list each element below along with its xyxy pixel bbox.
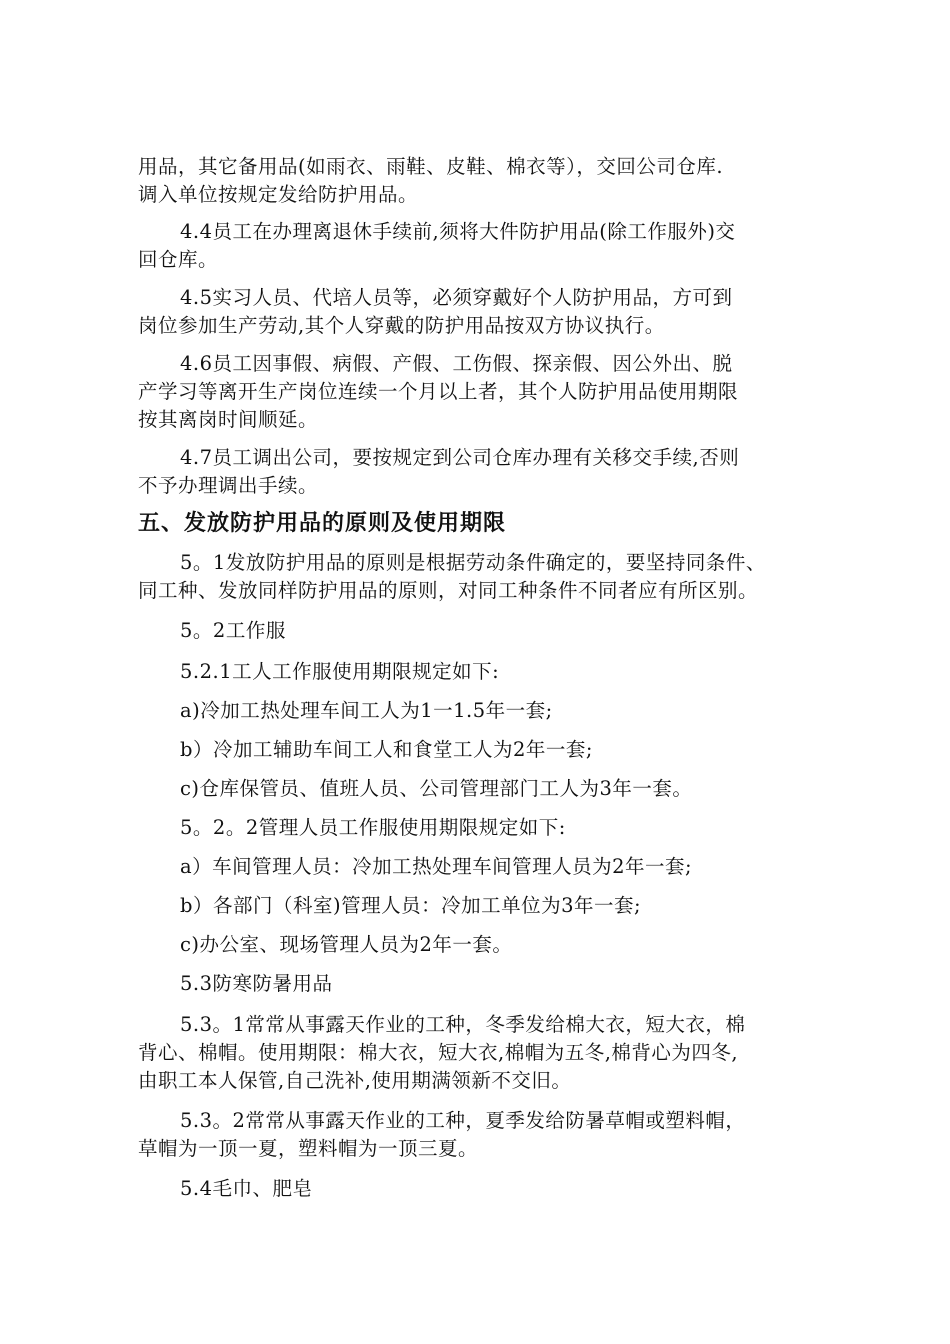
list-item: b）各部门（科室)管理人员：冷加工单位为3年一套; xyxy=(180,894,642,917)
text-line: 不予办理调出手续。 xyxy=(138,474,319,497)
paragraph-4-7-line: 4.7员工调出公司，要按规定到公司仓库办理有关移交手续,否则 xyxy=(180,446,740,469)
list-item: a)冷加工热处理车间工人为1一1.5年一套; xyxy=(180,699,553,722)
subheading-5-4: 5.4毛巾、肥皂 xyxy=(180,1177,313,1200)
subheading-5-2: 5。2工作服 xyxy=(180,619,286,642)
text-line: 调入单位按规定发给防护用品。 xyxy=(138,183,419,206)
text-line: 回仓库。 xyxy=(138,248,219,271)
list-item: a）车间管理人员：冷加工热处理车间管理人员为2年一套; xyxy=(180,855,693,878)
text-line: 岗位参加生产劳动,其个人穿戴的防护用品按双方协议执行。 xyxy=(138,314,665,337)
paragraph-5-3-2-line: 5.3。2常常从事露天作业的工种，夏季发给防暑草帽或塑料帽， xyxy=(180,1109,746,1132)
list-item: c)仓库保管员、值班人员、公司管理部门工人为3年一套。 xyxy=(180,777,693,800)
subheading-5-3: 5.3防寒防暑用品 xyxy=(180,972,333,995)
paragraph-5-2-2: 5。2。2管理人员工作服使用期限规定如下: xyxy=(180,816,566,839)
text-line: 用品，其它备用品(如雨衣、雨鞋、皮鞋、棉衣等），交回公司仓库. xyxy=(138,155,724,178)
text-line: 产学习等离开生产岗位连续一个月以上者，其个人防护用品使用期限 xyxy=(138,380,739,403)
paragraph-4-6-line: 4.6员工因事假、病假、产假、工伤假、探亲假、因公外出、脱 xyxy=(180,352,733,375)
paragraph-4-5-line: 4.5实习人员、代培人员等，必须穿戴好个人防护用品，方可到 xyxy=(180,286,733,309)
text-line: 由职工本人保管,自己洗补,使用期满领新不交旧。 xyxy=(138,1069,572,1092)
section-heading: 五、发放防护用品的原则及使用期限 xyxy=(138,511,507,536)
list-item: c)办公室、现场管理人员为2年一套。 xyxy=(180,933,513,956)
text-line: 草帽为一顶一夏，塑料帽为一顶三夏。 xyxy=(138,1137,479,1160)
text-line: 背心、棉帽。使用期限：棉大衣，短大衣,棉帽为五冬,棉背心为四冬, xyxy=(138,1041,739,1064)
list-item: b）冷加工辅助车间工人和食堂工人为2年一套; xyxy=(180,738,593,761)
paragraph-5-2-1: 5.2.1工人工作服使用期限规定如下: xyxy=(180,660,500,683)
text-line: 按其离岗时间顺延。 xyxy=(138,408,319,431)
paragraph-4-4-line: 4.4员工在办理离退休手续前,须将大件防护用品(除工作服外)交 xyxy=(180,220,736,243)
text-line: 同工种、发放同样防护用品的原则，对同工种条件不同者应有所区别。 xyxy=(138,579,759,602)
paragraph-5-3-1-line: 5.3。1常常从事露天作业的工种，冬季发给棉大衣，短大衣，棉 xyxy=(180,1013,746,1036)
paragraph-5-1-line: 5。1发放防护用品的原则是根据劳动条件确定的，要坚持同条件、 xyxy=(180,551,766,574)
